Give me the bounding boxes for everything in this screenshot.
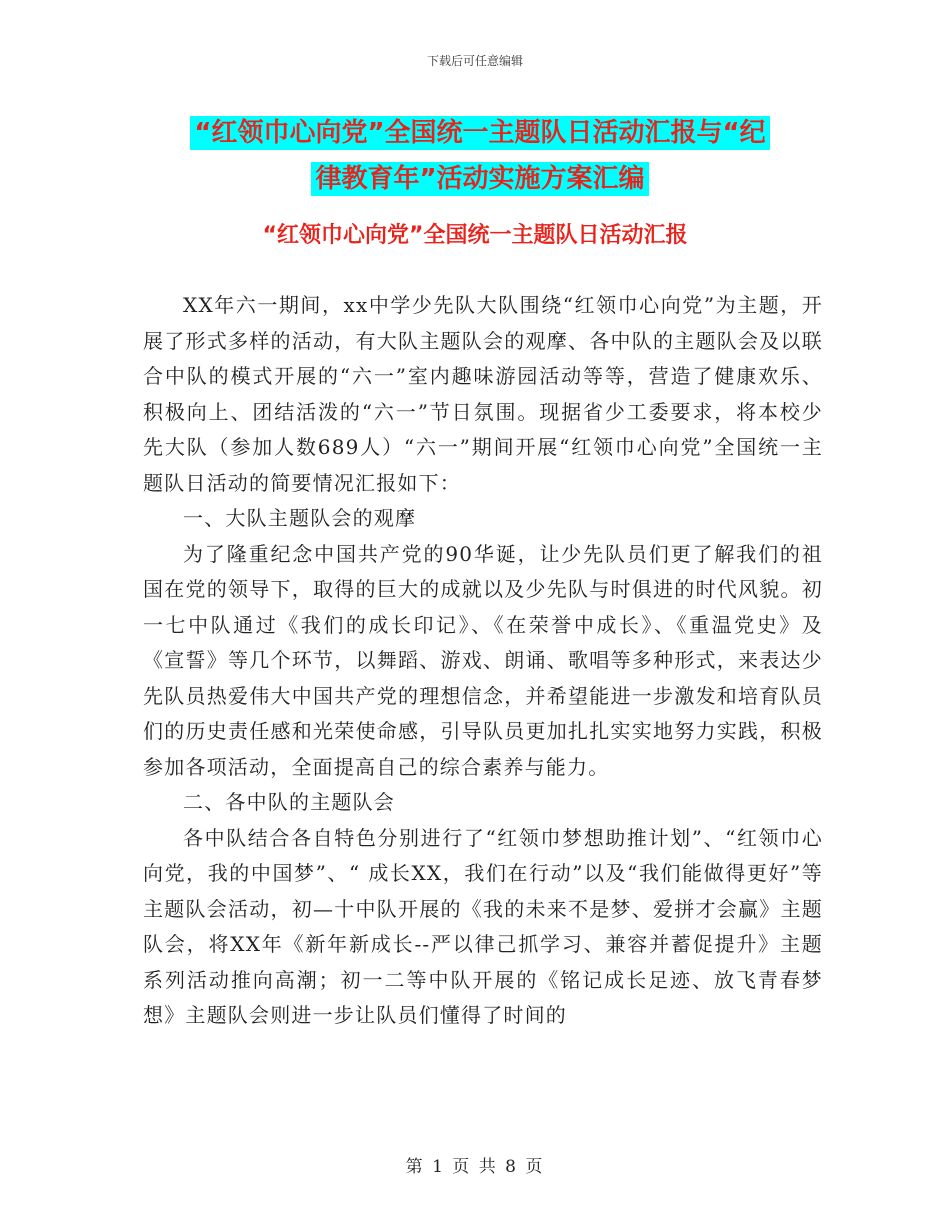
body-paragraph-2: 各中队结合各自特色分别进行了“红领巾梦想助推计划”、“红领巾心向党，我的中国梦”、“ 成长XX，我们在行动”以及“我们能做得更好”等主题队会活动，初—十中队开展的《我的未来不是梦、爱拼才会赢》主题队会，将XX年《新年新成长--严以律己抓学习、兼容并蓄促提升》主题系列活动推向高潮；初一二等中队开展的《铭记成长足迹、放飞青春梦想》主题队会则进一步让队员们懂得了时间的	[143, 825, 823, 1027]
page-header-note: 下载后可任意编辑	[426, 54, 523, 68]
page-number-footer: 第 1 页 共 8 页	[405, 1157, 545, 1177]
main-title-line-2: 律教育年”活动实施方案汇编	[311, 162, 648, 196]
document-main-title	[150, 110, 810, 202]
body-paragraph-intro: XX年六一期间，xx中学少先队大队围绕“红领巾心向党”为主题，开展了形式多样的活动，有大队主题队会的观摩、各中队的主题队会及以联合中队的模式开展的“六一”室内趣味游园活动等等，营造了健康欢乐、积极向上、团结活泼的“六一”节日氛围。现据省少工委要求，将本校少先大队（参加人数689人）“六一”期间开展“红领巾心向党”全国统一主题队日活动的简要情况汇报如下：	[143, 293, 823, 495]
section-title: “红领巾心向党”全国统一主题队日活动汇报	[262, 223, 688, 248]
main-title-line-1: “红领巾心向党”全国统一主题队日活动汇报与“纪	[190, 116, 769, 150]
body-heading-1: 一、大队主题队会的观摩	[183, 506, 417, 530]
body-heading-2: 二、各中队的主题队会	[183, 790, 395, 814]
document-body	[143, 288, 823, 1034]
body-paragraph-1: 为了隆重纪念中国共产党的90华诞，让少先队员们更了解我们的祖国在党的领导下，取得的巨大的成就以及少先队与时俱进的时代风貌。初一七中队通过《我们的成长印记》、《在荣誉中成长》、《重温党史》及《宣誓》等几个环节，以舞蹈、游戏、朗诵、歌唱等多种形式，来表达少先队员热爱伟大中国共产党的理想信念，并希望能进一步激发和培育队员们的历史责任感和光荣使命感，引导队员更加扎扎实实地努力实践，积极参加各项活动，全面提高自己的综合素养与能力。	[143, 541, 823, 779]
